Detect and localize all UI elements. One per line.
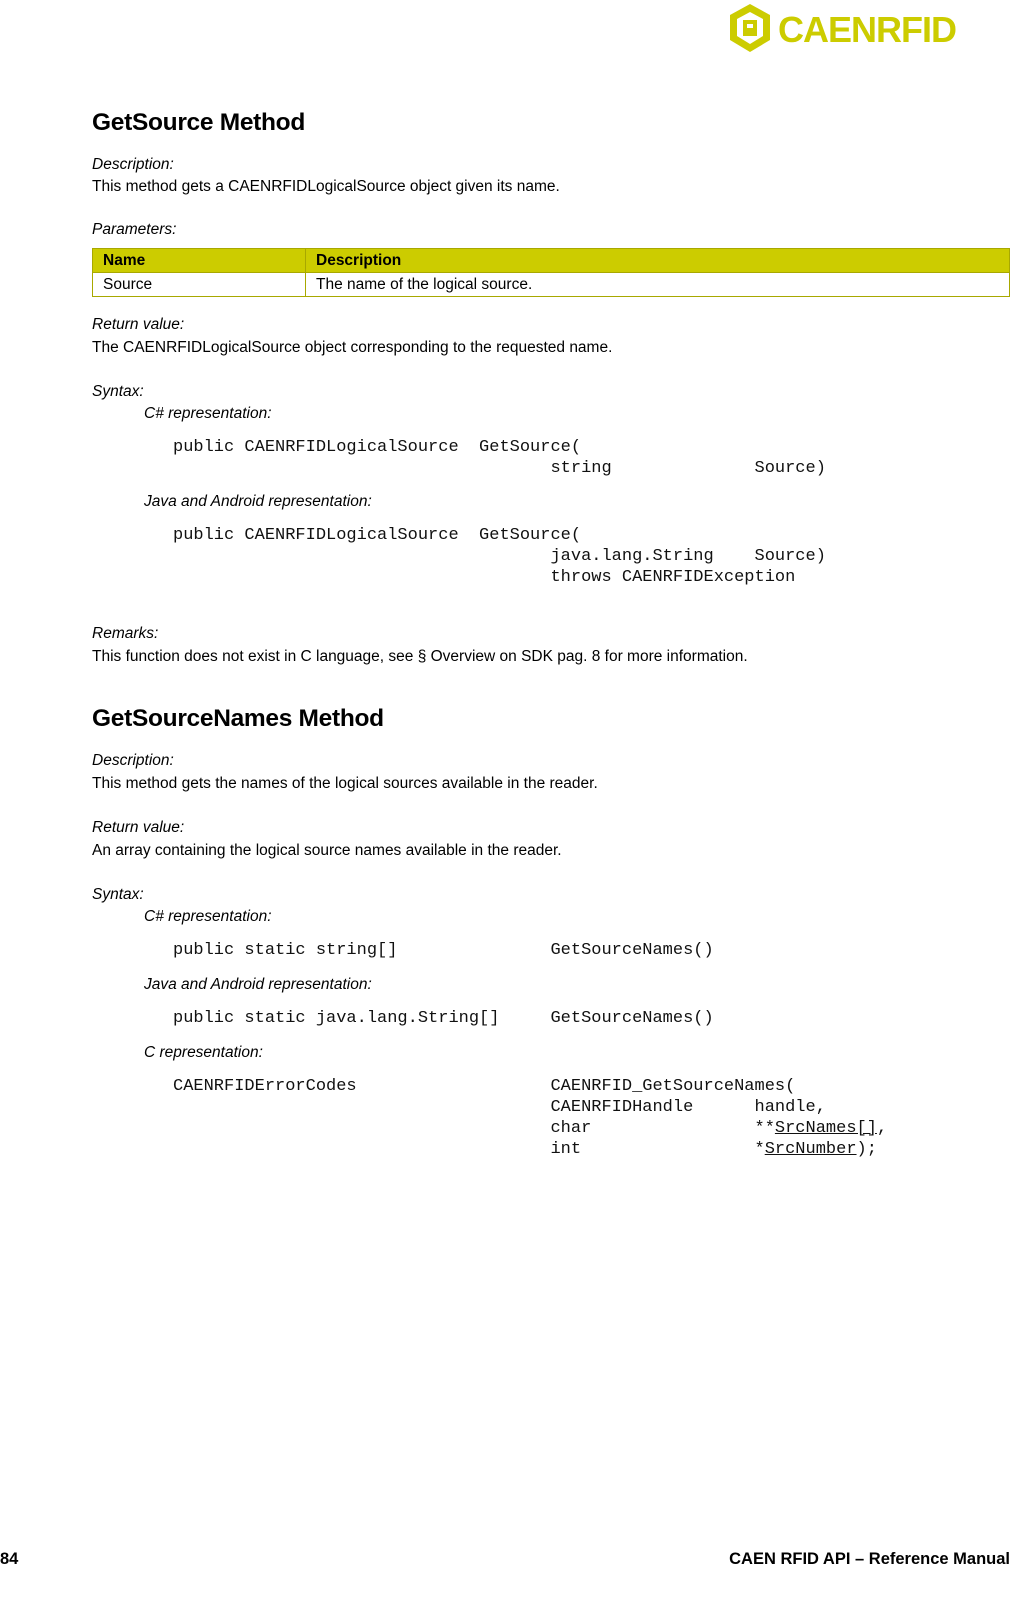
code-segment: ); [856,1140,877,1159]
caenrfid-logo [728,2,1004,54]
svg-text:CAENRFID: CAENRFID [778,9,956,50]
csharp-label: C# representation: [144,405,272,422]
parameters-table [92,248,1010,297]
manual-title: CAEN RFID API – Reference Manual [729,1550,1010,1568]
code-segment: int * [173,1140,765,1159]
return-value-text: The CAENRFIDLogicalSource object corresponding to the requested name. [92,339,613,356]
code-segment: , [876,1119,888,1138]
description-label: Description: [92,156,174,173]
code-line [173,1118,887,1139]
csharp-code: public static string[] GetSourceNames() [173,941,714,960]
code-line: public CAENRFIDLogicalSource GetSource( [173,438,582,457]
java-code: public static java.lang.String[] GetSourceNames() [173,1009,714,1028]
return-value-label: Return value: [92,316,185,333]
code-line: string Source) [173,459,826,478]
table-cell-name: Source [93,273,306,297]
table-row [93,273,1010,297]
table-header-description: Description [306,249,1010,273]
code-segment: char ** [173,1119,775,1138]
java-code [173,525,826,588]
remarks-label: Remarks: [92,625,159,642]
return-value-label: Return value: [92,819,185,836]
csharp-code [173,437,826,479]
code-line: CAENRFIDHandle handle, [173,1098,826,1117]
c-code [173,1076,887,1160]
parameters-label: Parameters: [92,221,177,238]
c-label: C representation: [144,1044,263,1061]
csharp-label: C# representation: [144,908,272,925]
code-line [173,1139,887,1160]
code-line: CAENRFIDErrorCodes CAENRFID_GetSourceNames( [173,1077,796,1096]
caenrfid-logo-mark [728,2,1004,54]
description-text: This method gets the names of the logical sources available in the reader. [92,775,598,792]
description-text: This method gets a CAENRFIDLogicalSource object given its name. [92,178,560,195]
code-line: java.lang.String Source) [173,547,826,566]
code-line: public CAENRFIDLogicalSource GetSource( [173,526,582,545]
code-link-srcnames: SrcNames[] [774,1119,877,1138]
description-label: Description: [92,752,174,769]
table-header-name: Name [93,249,306,273]
section-title-getsource: GetSource Method [92,109,305,136]
code-link-srcnumber: SrcNumber [764,1140,857,1159]
code-line: throws CAENRFIDException [173,568,796,587]
java-label: Java and Android representation: [144,976,372,993]
return-value-text: An array containing the logical source names available in the reader. [92,842,562,859]
java-label: Java and Android representation: [144,493,372,510]
remarks-text: This function does not exist in C language, see § Overview on SDK pag. 8 for more information. [92,648,748,665]
table-header-row [93,249,1010,273]
table-cell-description: The name of the logical source. [306,273,1010,297]
page-number: 84 [0,1550,19,1568]
syntax-label: Syntax: [92,886,144,903]
syntax-label: Syntax: [92,383,144,400]
section-title-getsourcenames: GetSourceNames Method [92,705,384,732]
